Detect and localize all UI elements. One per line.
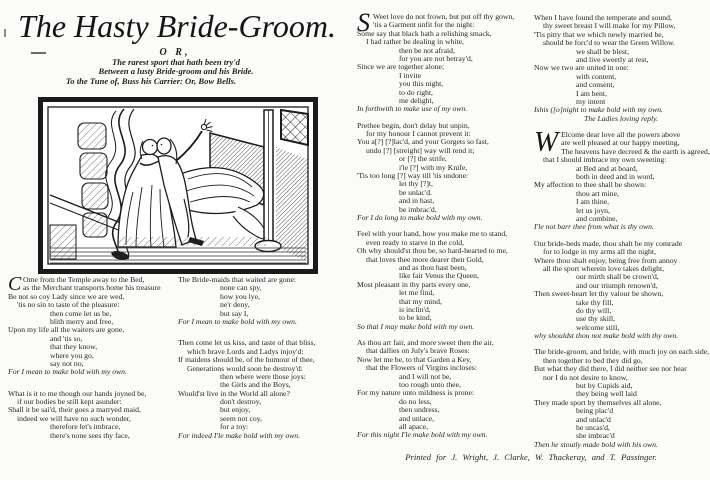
- verse-line: Generations would soon be destroy'd:: [187, 363, 303, 373]
- verse-line: or [?] the strife,: [399, 154, 447, 164]
- verse-line: that the Flowers of Virgins incloses:: [366, 363, 477, 373]
- verse-line: say not no,: [50, 358, 84, 368]
- verse-line: 'tis no sin to taste of the pleasure:: [17, 300, 120, 310]
- verse-line: The Bride-maids that waited are gone:: [178, 275, 297, 284]
- verse-line: Now we two are united in one:: [534, 63, 629, 73]
- dropcap-letter: S: [357, 8, 370, 37]
- verse-line: that loves thee more dearer then Gold,: [366, 254, 484, 264]
- verse-line: For this night I'le make bold with my own.: [357, 430, 488, 440]
- verse-line: Our bride-beds made, thou shalt be my comrade: [534, 238, 683, 248]
- verse-line: take thy fill,: [576, 297, 614, 307]
- verse-line: let me find,: [399, 288, 435, 298]
- verse-column-left-2: [178, 276, 350, 453]
- verse-line: why shouldst thou not make bold with thy own.: [534, 331, 679, 341]
- stanza: [534, 240, 708, 341]
- verse-line: In forthwith to make use of my own.: [357, 104, 468, 114]
- verse-line: he uncas'd,: [576, 422, 610, 432]
- verse-line: as the Merchant transports home his treasure: [23, 283, 161, 293]
- verse-line: that I should imbrace my own sweeting:: [543, 155, 667, 165]
- verse-line: When I have found the temperate and sound,: [534, 13, 672, 22]
- verse-line: I am bent,: [576, 88, 607, 98]
- verse-line: Ishis ([o]night to make bold with my own.: [534, 105, 663, 115]
- verse-line: that dallies on July's brave Roses:: [366, 346, 470, 356]
- verse-line: For I mean to make bold with my own.: [178, 316, 297, 326]
- verse-line: you this night,: [399, 79, 444, 89]
- verse-line: and unlace,: [399, 413, 435, 423]
- verse-line: blith merry and free,: [50, 316, 114, 326]
- stanza: [357, 339, 532, 440]
- verse-line: which brave Lords and Ladys injoy'd:: [187, 346, 304, 356]
- scan-artifact-speck: [4, 29, 6, 37]
- verse-line: welcome still,: [576, 322, 620, 332]
- woodcut-illustration: [38, 97, 318, 274]
- verse-line: Ome from the Temple away to the Bed,: [23, 275, 145, 284]
- verse-line: Some say that black hath a relishing smack,: [357, 28, 492, 38]
- stanza: [534, 14, 708, 123]
- verse-line: Most pleasant in thy parts every one,: [357, 279, 471, 289]
- verse-line: be unlac'd.: [399, 187, 432, 197]
- verse-line: and 'tis so,: [50, 333, 83, 343]
- verse-line: My affection to thee shall be shown:: [534, 180, 647, 190]
- verse-line: Then sweet-heart let thy valour be shown,: [534, 289, 664, 299]
- verse-line: For indeed I'le make bold with my own.: [178, 430, 301, 440]
- verse-line: to be kind,: [399, 313, 432, 323]
- verse-line: for a toy:: [220, 422, 249, 432]
- verse-column-middle: [357, 8, 532, 448]
- verse-line: but by Cupids aid,: [576, 381, 633, 391]
- verse-line: and combine,: [576, 213, 618, 223]
- woodcut-svg: [38, 97, 318, 274]
- verse-line: do thy will,: [576, 305, 612, 315]
- verse-line: But what they did there, I did neither see nor hear: [534, 364, 687, 374]
- verse-line: So that I may make bold with my own.: [357, 321, 475, 331]
- verse-line: for to lodge in my arms all the night,: [543, 247, 656, 257]
- verse-line: thou art mine,: [576, 188, 619, 198]
- verse-line: how you lye,: [220, 291, 260, 301]
- verse-line: and live sweetly at rest,: [576, 54, 649, 64]
- verse-line: Since we are together alone;: [357, 62, 445, 72]
- verse-line: For my nature unto mildness is prone:: [357, 388, 475, 398]
- verse-line: my intent: [576, 96, 606, 106]
- stanza: [178, 339, 350, 440]
- verse-line: Elcome dear love all the powers above: [561, 130, 681, 140]
- verse-line: The heavens have decreed & the earth is agreed,: [561, 146, 710, 156]
- verse-line: they being well laid: [576, 389, 637, 399]
- verse-line: she imbrac'd: [576, 431, 615, 441]
- verse-line: and our triumph renown'd,: [576, 280, 658, 290]
- verse-line: at Bed and at board,: [576, 163, 638, 173]
- verse-line: should be forc'd to wear the Green Willow.: [543, 38, 675, 48]
- verse-line: I'le not barr thee from what is thy own.: [534, 222, 654, 232]
- verse-line: are well pleased at our happy meeting,: [561, 138, 680, 148]
- verse-line: indeed we will have no such wonder,: [17, 413, 131, 423]
- verse-line: our mirth shall be crown'd,: [576, 272, 659, 282]
- verse-line: I had rather be dealing in white,: [366, 37, 464, 47]
- verse-line: For I mean to make bold with my own.: [8, 367, 127, 377]
- verse-line: thy sweet breast I will make for my Pillow,: [543, 21, 676, 31]
- verse-line: then come let us be,: [50, 308, 112, 318]
- verse-line: Where thou shalt enjoy, being free from annoy: [534, 255, 678, 265]
- subtitle-line: The rarest sport that hath been try'd: [112, 57, 240, 67]
- verse-line: and as thou hast been,: [399, 262, 467, 272]
- verse-line: Then come let us kiss, and taste of that bliss,: [178, 338, 316, 348]
- verse-line: then be not afraid,: [399, 45, 455, 55]
- verse-line: Feel with your hand, how you make me to stand,: [357, 229, 508, 239]
- stanza: [178, 276, 350, 326]
- verse-line: do no less,: [399, 396, 432, 406]
- verse-line: be imbrac'd,: [399, 204, 437, 214]
- stanza: [357, 8, 532, 114]
- stanza-heading: The Ladies loving reply.: [583, 113, 659, 123]
- verse-line: For I do long to make bold with my own.: [357, 212, 483, 222]
- verse-line: the Girls and the Boys,: [220, 380, 291, 390]
- verse-line: therefore let's imbrace,: [50, 422, 121, 432]
- page-title: The Hasty Bride-Groom.: [18, 8, 336, 44]
- verse-line: and in hast,: [399, 196, 435, 206]
- verse-line: seem not coy,: [220, 413, 262, 423]
- verse-line: If maidens should be, of the humour of thee,: [178, 355, 315, 365]
- verse-line: undo [?] [streight] way will rend it;: [366, 145, 475, 155]
- verse-line: that they know,: [50, 342, 98, 352]
- verse-line: for my honour I cannot prevent it:: [366, 129, 471, 139]
- verse-line: then together to bed they did go,: [543, 355, 643, 365]
- stanza: [8, 390, 176, 440]
- or-label: O R,: [159, 47, 191, 58]
- verse-line: nor I do not desire to know,: [543, 372, 628, 382]
- tune-line: To the Tune of, Buss his Carrier: Or, Bow Bells.: [65, 76, 237, 86]
- verse-line: all apace,: [399, 421, 429, 431]
- verse-line: but say I,: [220, 308, 249, 318]
- verse-line: They made sport by themselves all alone,: [534, 397, 662, 407]
- verse-line: I am thine,: [576, 197, 610, 207]
- verse-line: As thou art fair, and more sweet then the air,: [357, 338, 494, 348]
- verse-line: Shall it be sai'd, their goes a marryed maid,: [8, 405, 141, 415]
- verse-line: use thy skill,: [576, 314, 616, 324]
- verse-line: there's none sees thy face,: [50, 430, 130, 440]
- verse-line: 'Tis too long [?] way till 'tis undone:: [357, 171, 469, 181]
- verse-line: Weet love do not frown, but put off thy gown,: [373, 12, 515, 21]
- verse-line: You a[?] [?]lac'd, and your Gorgets so fast,: [357, 137, 489, 147]
- verse-line: me delight,: [399, 95, 434, 105]
- verse-line: and I will not be,: [399, 371, 452, 381]
- verse-line: The bride-groom, and bride, with much joy on each side,: [534, 347, 710, 357]
- verse-line: where you go,: [50, 350, 94, 360]
- verse-line: like fair Venus the Queen,: [399, 271, 479, 281]
- verse-line: Prethee begin, don't delay but unpin,: [357, 120, 470, 130]
- verse-column-right: [534, 14, 708, 457]
- verse-line: none can spy,: [220, 283, 262, 293]
- printer-imprint: Printed for J. Wright, J. Clarke, W. Thackeray, and T. Passinger.: [405, 452, 657, 462]
- stanza: [357, 230, 532, 331]
- verse-line: ne'r deny,: [220, 300, 250, 310]
- verse-line: Now let me be, to that Garden a Key,: [357, 354, 472, 364]
- verse-line: and unlac'd: [576, 414, 611, 424]
- verse-line: let us joyn,: [576, 205, 610, 215]
- stanza: [534, 348, 708, 449]
- verse-line: if our bodies be still kept asunder:: [17, 397, 122, 407]
- verse-line: Upon my life all the waiters are gone,: [8, 325, 125, 335]
- verse-line: 'tis a Garment unfit for the night:: [373, 20, 475, 30]
- dropcap-letter: C: [8, 273, 22, 295]
- verse-line: is inclin'd,: [399, 304, 431, 314]
- verse-line: even ready to starve in the cold,: [366, 237, 464, 247]
- dropcap-letter: W: [534, 126, 559, 159]
- verse-line: let thy [?]t,: [399, 179, 433, 189]
- verse-line: 'Tis pitty that we which newly married be,: [534, 29, 664, 39]
- verse-line: Would'st live in the World all alone?: [178, 388, 290, 398]
- verse-line: being plac'd: [576, 406, 614, 416]
- verse-line: Then he stoutly made bold with his own.: [534, 439, 658, 449]
- stanza: [8, 273, 176, 377]
- verse-line: then where were those joys:: [220, 371, 306, 381]
- verse-line: What is it to me though our hands joyned be,: [8, 388, 147, 398]
- verse-line: but enjoy,: [220, 405, 251, 415]
- verse-line: i'le [?] with my Knife,: [399, 162, 468, 172]
- stanza: [534, 126, 710, 232]
- verse-line: all the sport wherein love takes delight,: [543, 263, 665, 273]
- verse-line: too rough unto thee,: [399, 380, 461, 390]
- verse-line: and consent,: [576, 80, 615, 90]
- verse-column-left-1: [8, 273, 176, 453]
- verse-line: don't destroy,: [220, 397, 262, 407]
- verse-line: then undress,: [399, 405, 440, 415]
- verse-line: both in deed and in word,: [576, 172, 655, 182]
- verse-line: Be not so coy Lady since we are wed,: [8, 291, 125, 301]
- verse-line: with content,: [576, 71, 617, 81]
- verse-line: to do right,: [399, 87, 433, 97]
- verse-line: that my mind,: [399, 296, 442, 306]
- verse-line: for you are not betray'd,: [399, 53, 473, 63]
- verse-line: Oh why should'st thou be, so hard-hearted to me,: [357, 246, 508, 256]
- verse-line: we shall be blest,: [576, 46, 629, 56]
- subtitle-line: Between a lusty Bride-groom and his Bride.: [98, 66, 254, 76]
- stanza: [357, 122, 532, 223]
- scan-artifact-dash: [31, 52, 46, 54]
- verse-line: I invite: [399, 70, 421, 80]
